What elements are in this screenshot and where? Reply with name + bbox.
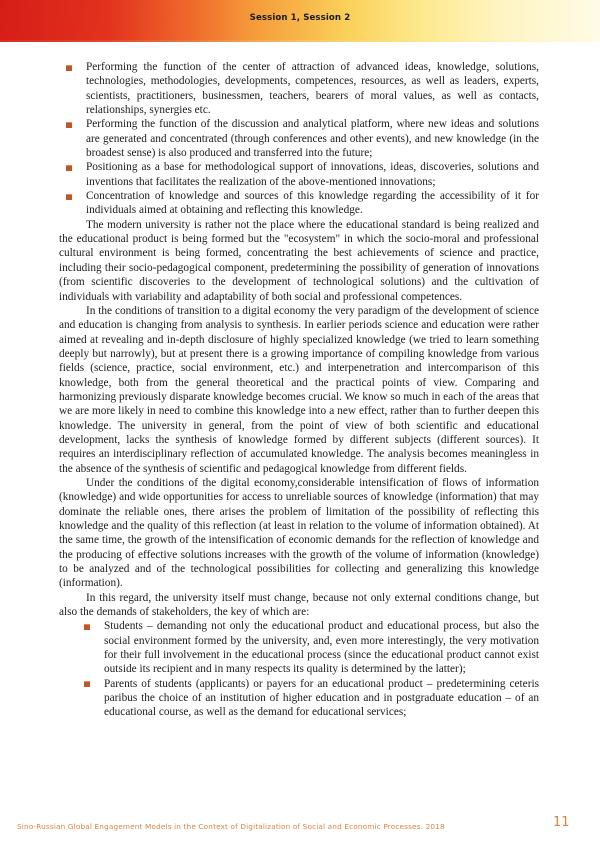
square-bullet-icon xyxy=(84,681,90,687)
paragraph-stakeholders-intro: In this regard, the university itself must change, because not only external conditions change, but also the demands of stakeholders, the key of which are: xyxy=(59,591,539,619)
paragraph-information-flows: Under the conditions of the digital economy,considerable intensification of flows of information (knowledge) and wide opportunities for access to unreliable sources of knowledge (information) that may dominate the reliable ones, there arises the problem of limitation of the possibility of reflecting this knowledge and the quality of this reflection (at least in relation to the volume of information obtained). At the same time, the growth of the intensification of economic demands for the reflection of knowledge and the producing of effective solutions increases with the growth of the volume of information (knowledge) to be analyzed and of the technological possibilities for collecting and generalizing this knowledge (information). xyxy=(59,476,539,590)
list-item-text: Positioning as a base for methodological support of innovations, ideas, discoveries, solutions and inventions that facilitates the realization of the above-mentioned innovations; xyxy=(86,161,539,188)
list-item-text: Performing the function of the discussion and analytical platform, where new ideas and solutions are generated and concentrated (through conferences and other events), and new knowledge (in the broadest sense) is also produced and transferred into the future; xyxy=(86,118,539,160)
list-item xyxy=(59,60,539,117)
list-item-text: Concentration of knowledge and sources of this knowledge regarding the accessibility of it for individuals aimed at obtaining and reflecting this knowledge. xyxy=(86,190,539,217)
page-body xyxy=(59,60,539,720)
square-bullet-icon xyxy=(66,194,72,200)
paragraph-modern-university: The modern university is rather not the place where the educational standard is being realized and the educational product is being formed but the "ecosystem" in which the socio-moral and professional cultural environment is being formed, concentrating the best achievements of science and practice, including their socio-pedagogical component, predetermining the possibility of generation of innovations (from scientific discoveries to the development of technological solutions) and the cultivation of individuals with variability and adaptability of both social and professional competences. xyxy=(59,218,539,303)
list-item xyxy=(59,189,539,218)
paragraph-digital-economy-paradigm: In the conditions of transition to a digital economy the very paradigm of the development of science and education is changing from analysis to synthesis. In earlier periods science and education were rather aimed at revealing and in-depth disclosure of highly specialized knowledge (we tried to learn something deeply but narrowly), but at present there is a growing importance of compiling knowledge from various fields (science, practice, social environment, etc.) and interpenetration and intercomparison of this knowledge, both from the general theoretical and the practical points of view. Comparing and harmonizing previously disparate knowledge becomes crucial. We know so much in each of the areas that we are more likely in need to combine this knowledge into a new effect, rather than to further deepen this knowledge. The university in general, from the point of view of both scientific and educational development, lacks the synthesis of knowledge formed by different subjects (different sources). It requires an interdisciplinary reflection of accumulated knowledge. The analysis becomes meaningless in the absence of the synthesis of scientific and pedagogical knowledge from different fields. xyxy=(59,304,539,475)
header-band xyxy=(0,0,600,42)
list-item xyxy=(59,677,539,720)
bullet-list-stakeholders xyxy=(59,619,539,719)
square-bullet-icon xyxy=(66,65,72,71)
list-item xyxy=(59,117,539,160)
square-bullet-icon xyxy=(84,624,90,630)
page-number: 11 xyxy=(553,815,570,830)
running-header-title: Session 1, Session 2 xyxy=(249,13,351,23)
list-item xyxy=(59,619,539,676)
square-bullet-icon xyxy=(66,122,72,128)
running-footer-title: Sino-Russian Global Engagement Models in the Context of Digitalization of Social and Economic Processes. 2018 xyxy=(17,822,445,831)
list-item xyxy=(59,160,539,189)
list-item-text: Students – demanding not only the educational product and educational process, but also the social environment formed by the university, and, even more interestingly, the very motivation for their full involvement in the educational process (since the educational product cannot exist outside its recipient and in many respects its quality is determined by the latter); xyxy=(104,620,539,676)
list-item-text: Performing the function of the center of attraction of advanced ideas, knowledge, solutions, technologies, methodologies, developments, competences, resources, as well as leaders, experts, scientists, practitioners, businessmen, teachers, bearers of moral values, as well as contacts, relationships, synergies etc. xyxy=(86,61,539,117)
square-bullet-icon xyxy=(66,165,72,171)
list-item-text: Parents of students (applicants) or payers for an educational product – predetermining ceteris paribus the choice of an institution of higher education and in postgraduate education – of an educational course, as well as the demand for educational services; xyxy=(104,677,539,719)
bullet-list-functions xyxy=(59,60,539,218)
